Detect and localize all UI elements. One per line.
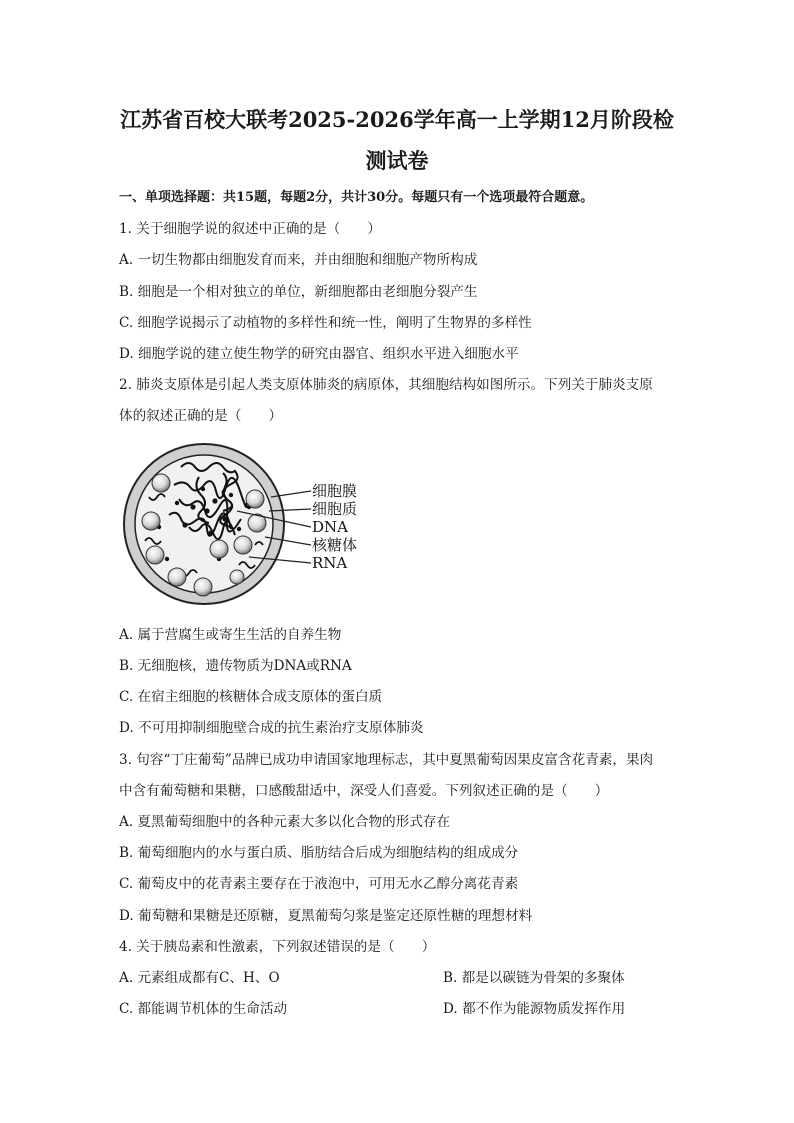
label-cytoplasm: 细胞质 — [312, 500, 358, 518]
question-1-stem: 1. 关于细胞学说的叙述中正确的是（ ） — [119, 221, 381, 237]
question-2-option-d: D. 不可用抑制细胞壁合成的抗生素治疗支原体肺炎 — [119, 720, 424, 736]
page-title-line-1: 江苏省百校大联考2025-2026学年高一上学期12月阶段检 — [120, 107, 674, 132]
question-2-stem-line-1: 2. 肺炎支原体是引起人类支原体肺炎的病原体，其细胞结构如图所示。下列关于肺炎支原 — [119, 377, 653, 393]
question-2-option-b: B. 无细胞核，遗传物质为DNA或RNA — [119, 658, 352, 674]
question-1-option-c: C. 细胞学说揭示了动植物的多样性和统一性，阐明了生物界的多样性 — [119, 315, 532, 331]
question-4-option-c: C. 都能调节机体的生命活动 — [119, 1001, 288, 1017]
page-title-line-2: 测试卷 — [365, 148, 429, 173]
question-3-option-d: D. 葡萄糖和果糖是还原糖，夏黑葡萄匀浆是鉴定还原性糖的理想材料 — [119, 908, 533, 924]
question-4-option-d: D. 都不作为能源物质发挥作用 — [443, 1001, 626, 1017]
question-1-option-d: D. 细胞学说的建立使生物学的研究由器官、组织水平进入细胞水平 — [119, 346, 519, 362]
question-4-option-a: A. 元素组成都有C、H、O — [119, 970, 280, 986]
label-dna: DNA — [312, 518, 348, 536]
question-3-stem-line-2: 中含有葡萄糖和果糖，口感酸甜适中，深受人们喜爱。下列叙述正确的是（ ） — [119, 783, 609, 799]
question-4-stem: 4. 关于胰岛素和性激素，下列叙述错误的是（ ） — [119, 939, 436, 955]
question-2-option-c: C. 在宿主细胞的核糖体合成支原体的蛋白质 — [119, 689, 383, 705]
question-3-option-c: C. 葡萄皮中的花青素主要存在于液泡中，可用无水乙醇分离花青素 — [119, 876, 519, 892]
question-3-option-a: A. 夏黑葡萄细胞中的各种元素大多以化合物的形式存在 — [119, 814, 451, 830]
label-cell-membrane: 细胞膜 — [312, 482, 358, 500]
section-heading: 一、单项选择题：共15题，每题2分，共计30分。每题只有一个选项最符合题意。 — [119, 190, 594, 205]
question-1-option-a: A. 一切生物都由细胞发育而来，并由细胞和细胞产物所构成 — [119, 252, 478, 268]
question-4-option-b: B. 都是以碳链为骨架的多聚体 — [443, 970, 625, 986]
question-1-option-b: B. 细胞是一个相对独立的单位，新细胞都由老细胞分裂产生 — [119, 284, 478, 300]
question-2-stem-line-2: 体的叙述正确的是（ ） — [119, 408, 283, 424]
question-2-option-a: A. 属于营腐生或寄生生活的自养生物 — [119, 627, 342, 643]
label-ribosome: 核糖体 — [312, 536, 358, 554]
question-3-stem-line-1: 3. 句容“丁庄葡萄”品牌已成功申请国家地理标志，其中夏黑葡萄因果皮富含花青素，果肉 — [119, 752, 654, 768]
label-rna: RNA — [312, 554, 348, 572]
mycoplasma-cell-diagram — [119, 437, 369, 612]
question-3-option-b: B. 葡萄细胞内的水与蛋白质、脂肪结合后成为细胞结构的组成成分 — [119, 845, 519, 861]
